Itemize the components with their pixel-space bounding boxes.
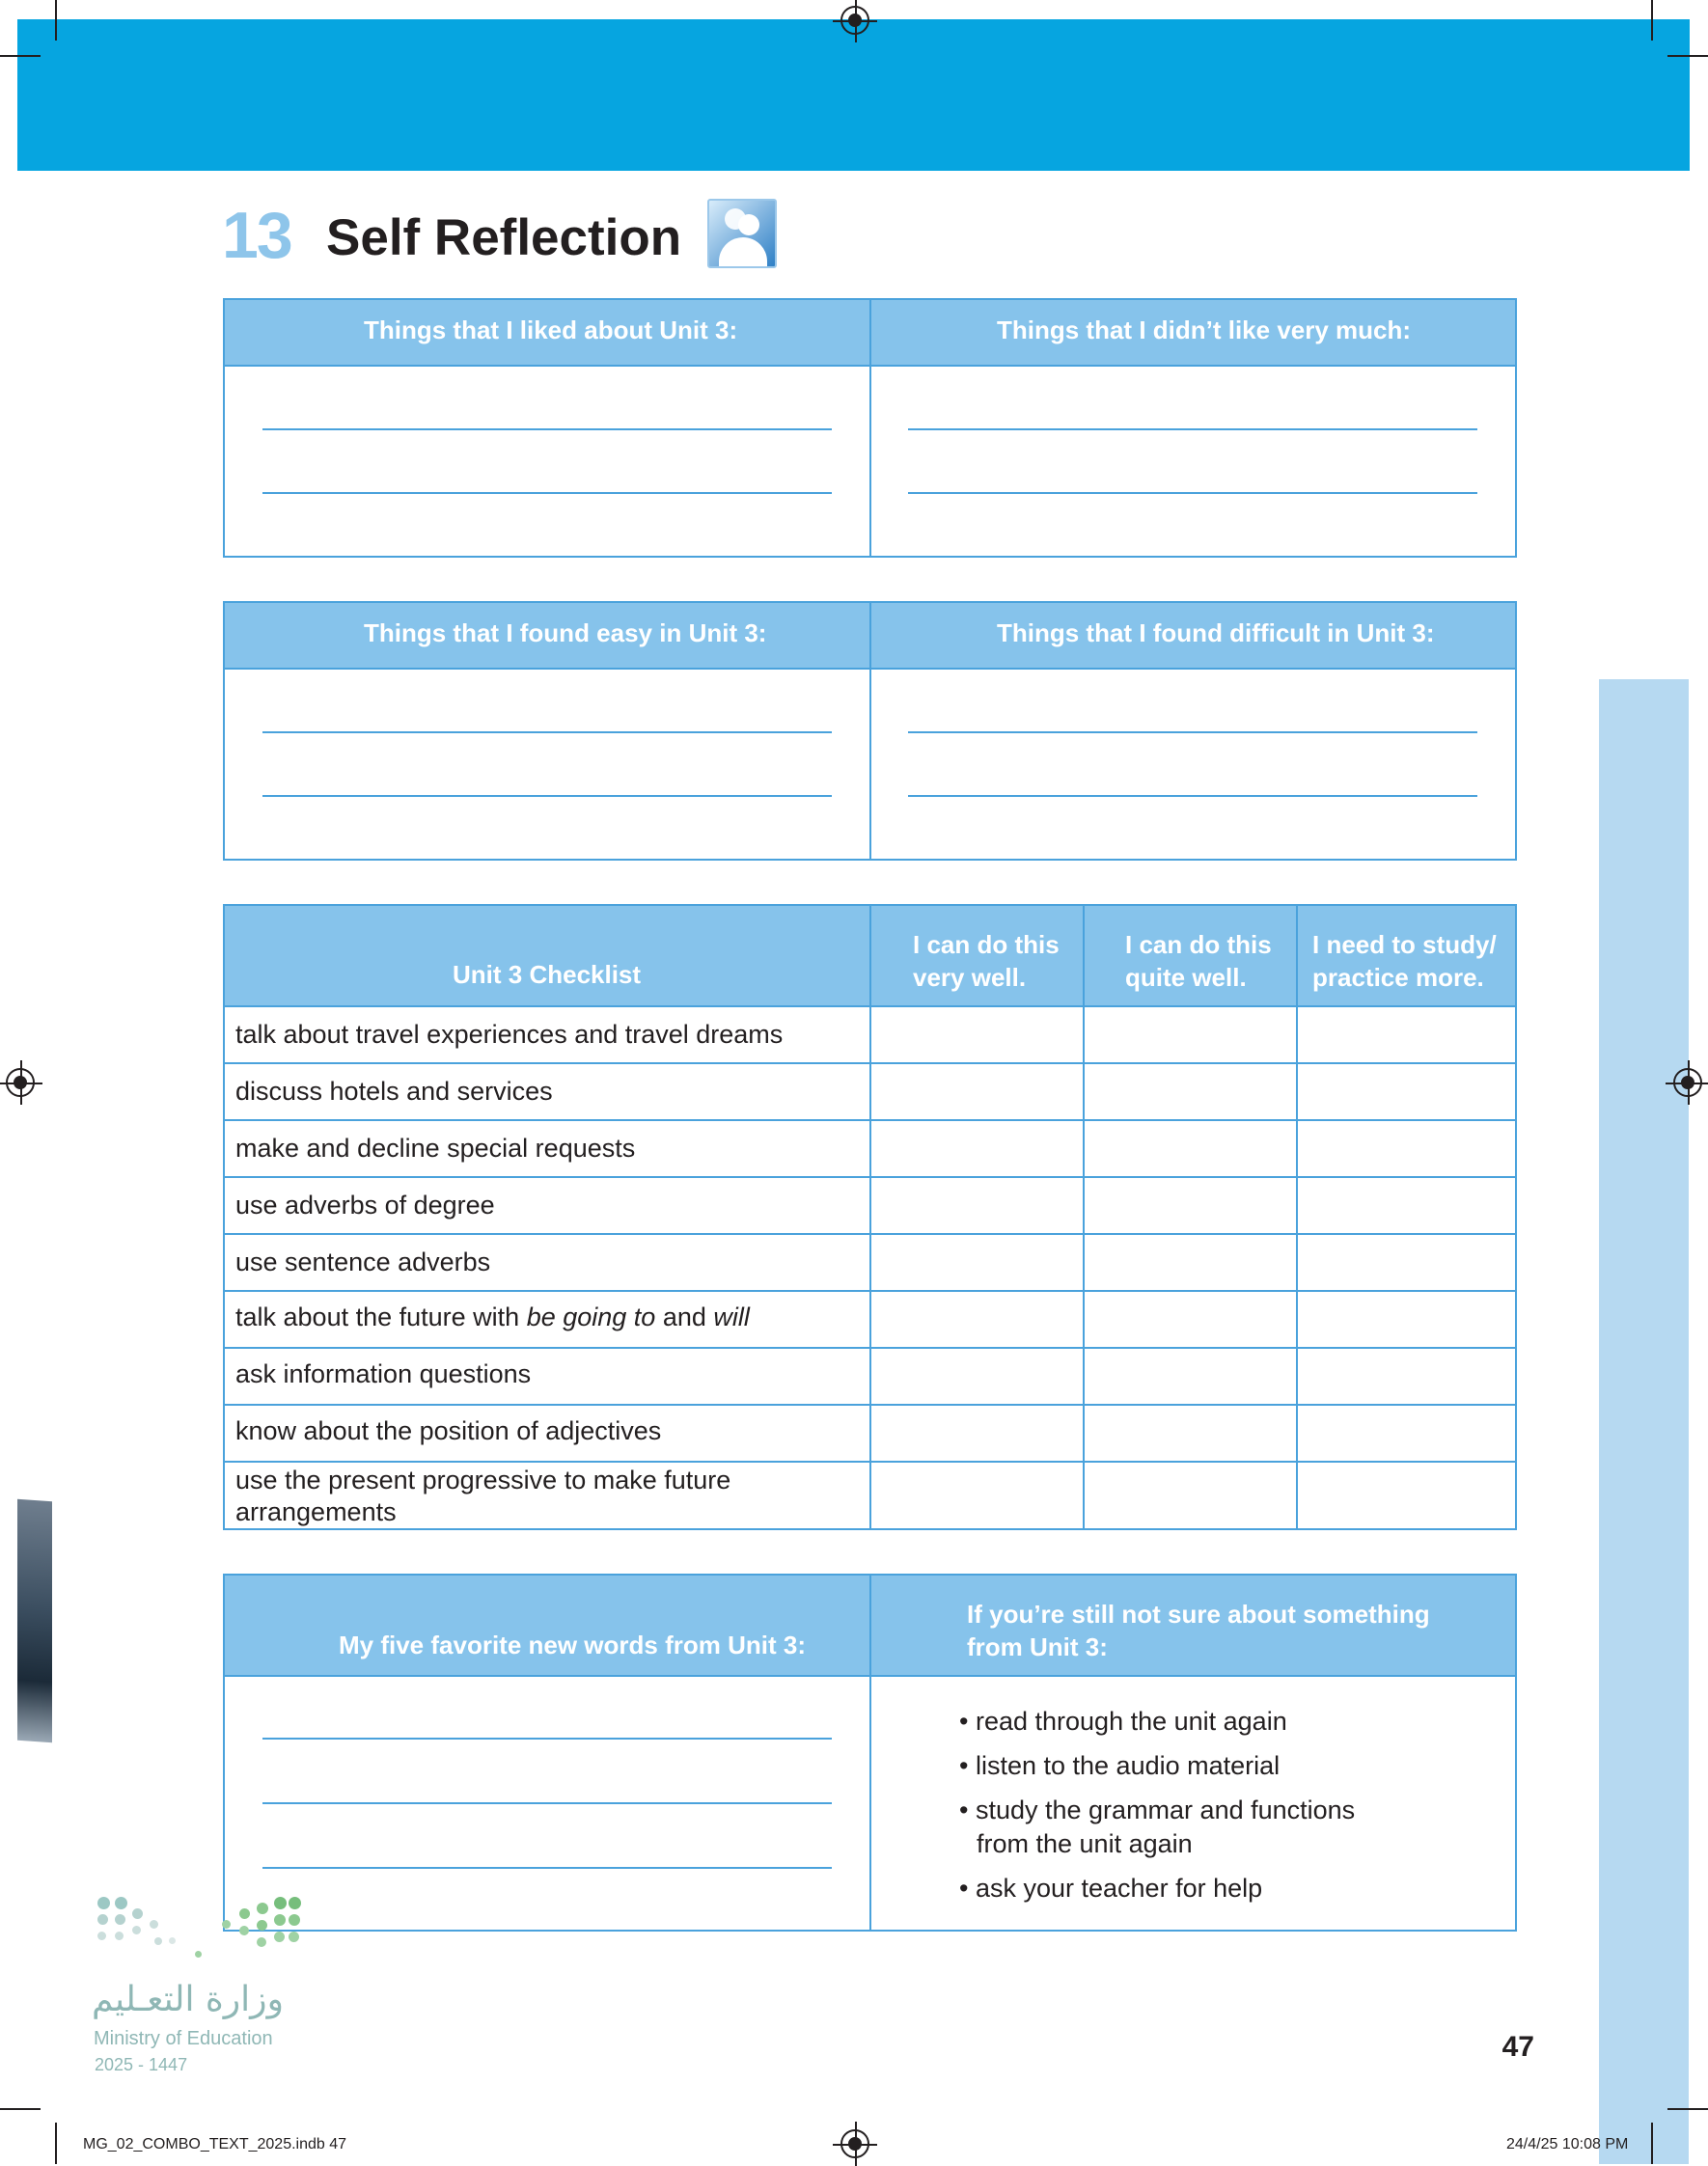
easy-write-line[interactable]: [262, 731, 832, 733]
col-quite-well-header: I can do this quite well.: [1125, 930, 1272, 992]
crop-mark: [1667, 55, 1708, 57]
favorite-words-header: My five favorite new words from Unit 3:: [339, 1631, 806, 1659]
row-divider: [225, 1062, 1515, 1064]
crop-mark: [1667, 2108, 1708, 2110]
crop-mark: [1651, 2123, 1653, 2164]
checklist-item: use sentence adverbs: [235, 1248, 491, 1276]
disliked-write-line[interactable]: [908, 492, 1477, 494]
registration-mark-icon: [840, 2129, 869, 2158]
divider: [869, 1576, 871, 1930]
top-color-band: [17, 19, 1690, 171]
registration-mark-icon: [840, 6, 869, 35]
liked-header-label: Things that I liked about Unit 3:: [364, 315, 738, 344]
divider: [1296, 906, 1298, 1528]
tip-item: • study the grammar and functions: [959, 1796, 1356, 1824]
registration-mark-icon: [1673, 1068, 1702, 1097]
row-divider: [225, 1347, 1515, 1349]
tick-cell[interactable]: [871, 1007, 1083, 1062]
row-divider: [225, 1176, 1515, 1178]
tip-item-continued: from the unit again: [977, 1829, 1193, 1858]
disliked-write-line[interactable]: [908, 428, 1477, 430]
row-divider: [225, 1119, 1515, 1121]
section-number: 13: [222, 199, 291, 272]
crop-mark: [55, 0, 57, 41]
crop-mark: [0, 55, 41, 57]
crop-mark: [55, 2123, 57, 2164]
ministry-name-arabic: وزارة التعـليم: [92, 1980, 284, 2019]
page-number: 47: [1501, 2031, 1534, 2063]
word-write-line[interactable]: [262, 1867, 832, 1869]
col-study-more-header: I need to study/ practice more.: [1312, 930, 1497, 992]
checklist-item: make and decline special requests: [235, 1134, 636, 1163]
word-write-line[interactable]: [262, 1802, 832, 1804]
divider: [869, 603, 871, 859]
col-very-well-header: I can do this very well.: [913, 930, 1060, 992]
registration-mark-icon: [6, 1068, 35, 1097]
page-title: Self Reflection: [326, 209, 682, 266]
not-sure-header: If you’re still not sure about something from Unit 3:: [967, 1600, 1430, 1661]
liked-box: [223, 298, 1517, 558]
row-divider: [225, 1290, 1515, 1292]
row-divider: [225, 1404, 1515, 1406]
tip-item: • listen to the audio material: [959, 1751, 1281, 1780]
difficult-write-line[interactable]: [908, 795, 1477, 797]
checklist-item: use the present progressive to make future arrangements: [235, 1466, 731, 1526]
checklist-item: talk about the future with be going to and will: [235, 1302, 750, 1331]
row-divider: [225, 1233, 1515, 1235]
footer-filename: MG_02_COMBO_TEXT_2025.indb 47: [83, 2136, 347, 2152]
checklist-title: Unit 3 Checklist: [453, 960, 642, 989]
ministry-name-english: Ministry of Education: [94, 2028, 273, 2049]
checklist-table: [223, 904, 1517, 1530]
word-write-line[interactable]: [262, 1738, 832, 1740]
side-color-band: [1599, 679, 1689, 2164]
checklist-item: talk about travel experiences and travel dreams: [235, 1020, 784, 1049]
row-divider: [225, 1461, 1515, 1463]
easy-header-label: Things that I found easy in Unit 3:: [364, 618, 767, 647]
tick-cell[interactable]: [1085, 1007, 1296, 1062]
checklist-item: know about the position of adjectives: [235, 1416, 662, 1445]
checklist-item: discuss hotels and services: [235, 1077, 553, 1106]
checklist-item: ask information questions: [235, 1359, 532, 1388]
crop-mark: [1651, 0, 1653, 41]
crop-mark: [0, 2108, 41, 2110]
ministry-year: 2025 - 1447: [95, 2055, 188, 2074]
footer-date: 24/4/25 10:08 PM: [1506, 2136, 1629, 2152]
easy-box: [223, 601, 1517, 861]
tick-cell[interactable]: [1298, 1007, 1515, 1062]
tip-item: • read through the unit again: [959, 1707, 1287, 1736]
tip-list: [959, 1705, 1355, 1906]
liked-write-line[interactable]: [262, 492, 832, 494]
divider: [869, 906, 871, 1528]
difficult-write-line[interactable]: [908, 731, 1477, 733]
checklist-item: use adverbs of degree: [235, 1191, 495, 1220]
liked-write-line[interactable]: [262, 428, 832, 430]
divider: [869, 300, 871, 556]
easy-write-line[interactable]: [262, 795, 832, 797]
page-edge-photo: [17, 1499, 52, 1743]
disliked-header-label: Things that I didn’t like very much:: [997, 315, 1412, 344]
tip-item: • ask your teacher for help: [959, 1874, 1263, 1903]
difficult-header-label: Things that I found difficult in Unit 3:: [997, 618, 1435, 647]
divider: [1083, 906, 1085, 1528]
reflection-people-icon: [707, 199, 777, 268]
words-box: [223, 1574, 1517, 1932]
